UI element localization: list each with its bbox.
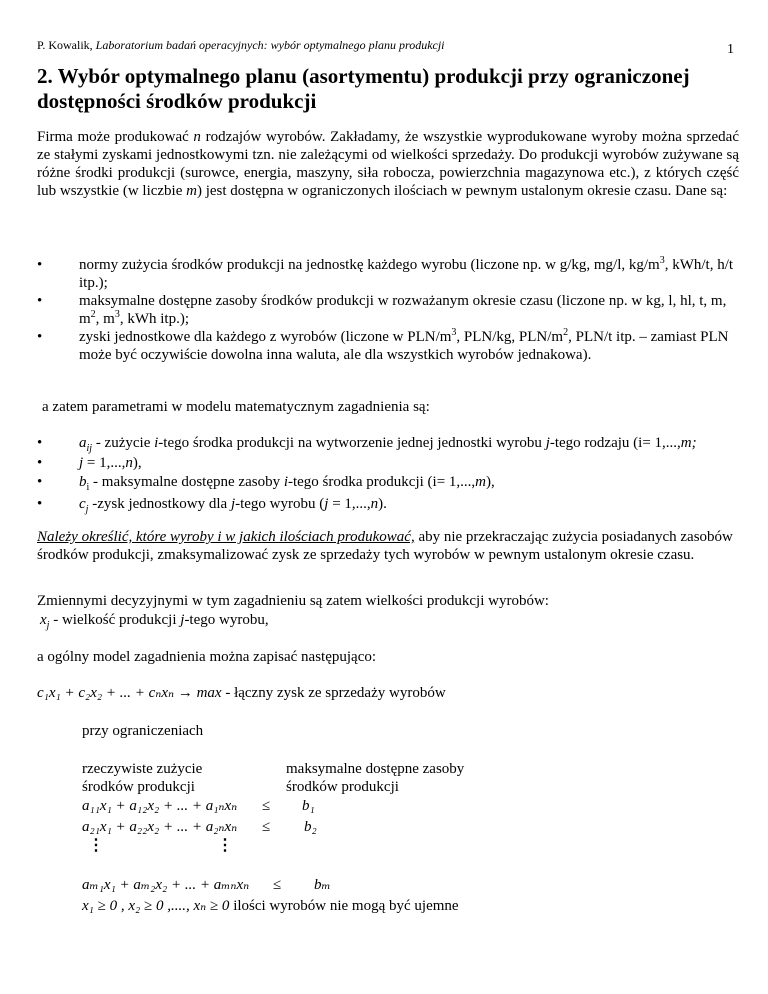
constraint-row-1: a₁₁x₁ + a₁₂x₂ + ... + a₁ₙxₙ bbox=[82, 798, 238, 814]
data-bullet-list bbox=[37, 256, 737, 364]
list-item: • $a_{ij}$ - zużycie i-tego środka produkcji na wytworzenie jednej jednostki wyrobu j-tego rodzaju (i= 1,...,m; bbox=[37, 434, 737, 452]
constraint-rhs-2: b₂ bbox=[304, 819, 317, 835]
intro-paragraph: Firma może produkować n rodzajów wyrobów. Zakładamy, że wszystkie wyprodukowane wyroby można sprzedać ze stałymi zyskami jednostkowymi tzn. nie zależącymi od wielkości sprzedaży. Do produkcji wyrobów zużywane są różne środki produkcji (surowce, energia, maszyny, siła robocza, powierzchnia magazynowa etc.), z których część lub wszystkie (w liczbie m) jest dostępna w ograniczonych ilościach w pewnym ustalonym okresie czasu. Dane są: bbox=[37, 129, 739, 199]
vertical-ellipsis-right: ⋮ bbox=[217, 837, 233, 854]
list-item: • normy zużycia środków produkcji na jednostkę każdego wyrobu (liczone np. w g/kg, mg/l, $kg/m^3$, kWh/t, h/t itp.); bbox=[37, 256, 737, 292]
column-right-label-2: środków produkcji bbox=[286, 779, 399, 795]
param-bullet-list bbox=[37, 434, 737, 513]
column-right-label-1: maksymalne dostępne zasoby bbox=[286, 761, 465, 777]
column-left-label-1: rzeczywiste zużycie bbox=[82, 761, 203, 777]
constraint-le-2: ≤ bbox=[262, 819, 271, 835]
list-item: • maksymalne dostępne zasoby środków produkcji w rozważanym okresie czasu (liczone np. w kg, l, hl, t, m, $m^2$, $m^3$, kWh itp.); bbox=[37, 292, 737, 328]
nonneg-formula: x₁ ≥ 0 , x₂ ≥ 0 ,...., xₙ ≥ 0 bbox=[82, 898, 230, 914]
objective-function: c₁x₁ + c₂x₂ + ... + cₙxₙ → max - łączny zysk ze sprzedaży wyrobów bbox=[37, 685, 446, 701]
page-number: 1 bbox=[727, 42, 734, 57]
list-item-continuation: • j = 1,...,n), bbox=[37, 454, 737, 472]
running-header bbox=[37, 38, 445, 53]
header-author: P. Kowalik, bbox=[37, 38, 93, 52]
list-item: • $b_i$ - maksymalne dostępne zasoby i-tego środka produkcji (i= 1,...,m), bbox=[37, 473, 737, 491]
constraint-rhs-1: b₁ bbox=[302, 798, 315, 814]
decision-intro: Zmiennymi decyzyjnymi w tym zagadnieniu są zatem wielkości produkcji wyrobów: bbox=[37, 593, 549, 609]
decision-variable: $x_j$ - wielkość produkcji j-tego wyrobu, bbox=[40, 612, 269, 631]
section-title: 2. Wybór optymalnego planu (asortymentu) produkcji przy ograniczonej dostępności środków produkcji bbox=[37, 64, 690, 113]
nonnegativity-constraint: x₁ ≥ 0 , x₂ ≥ 0 ,...., xₙ ≥ 0 ilości wyrobów nie mogą być ujemne bbox=[82, 898, 459, 914]
list-item: • zyski jednostkowe dla każdego z wyrobów (liczone w PLN/$m^3$, PLN/kg, PLN/$m^2$, PLN/t itp. – zamiast PLN może być oczywiście dowolna inna waluta, ale dla wszystkich wyrobów jednakowa). bbox=[37, 328, 737, 364]
constraint-rhs-m: bₘ bbox=[314, 877, 331, 893]
list-item: • $c_j$ -zysk jednostkowy dla j-tego wyrobu (j = 1,...,n). bbox=[37, 495, 737, 513]
header-title: Laboratorium badań operacyjnych: wybór optymalnego planu produkcji bbox=[95, 38, 445, 52]
constraints-intro: przy ograniczeniach bbox=[82, 723, 204, 739]
constraint-row-2: a₂₁x₁ + a₂₂x₂ + ... + a₂ₙxₙ bbox=[82, 819, 238, 835]
column-left-label-2: środków produkcji bbox=[82, 779, 195, 795]
constraint-row-m: aₘ₁x₁ + aₘ₂x₂ + ... + aₘₙxₙ bbox=[82, 877, 250, 893]
params-intro: a zatem parametrami w modelu matematycznym zagadnienia są: bbox=[42, 399, 430, 415]
model-intro: a ogólny model zagadnienia można zapisać następująco: bbox=[37, 649, 377, 665]
constraint-le-1: ≤ bbox=[262, 798, 271, 814]
constraint-le-m: ≤ bbox=[273, 877, 282, 893]
goal-paragraph: Należy określić, które wyroby i w jakich ilościach produkować, aby nie przekraczając zużycia posiadanych zasobów środków produkcji, zmaksymalizować zysk ze sprzedaży tych wyrobów w pewnym ustalonym okresie czasu. bbox=[37, 529, 733, 563]
vertical-ellipsis-left: ⋮ bbox=[88, 837, 104, 854]
goal-emphasis: Należy określić, które wyroby i w jakich ilościach produkować, bbox=[37, 529, 415, 545]
objective-formula: c₁x₁ + c₂x₂ + ... + cₙxₙ → max bbox=[37, 685, 222, 701]
